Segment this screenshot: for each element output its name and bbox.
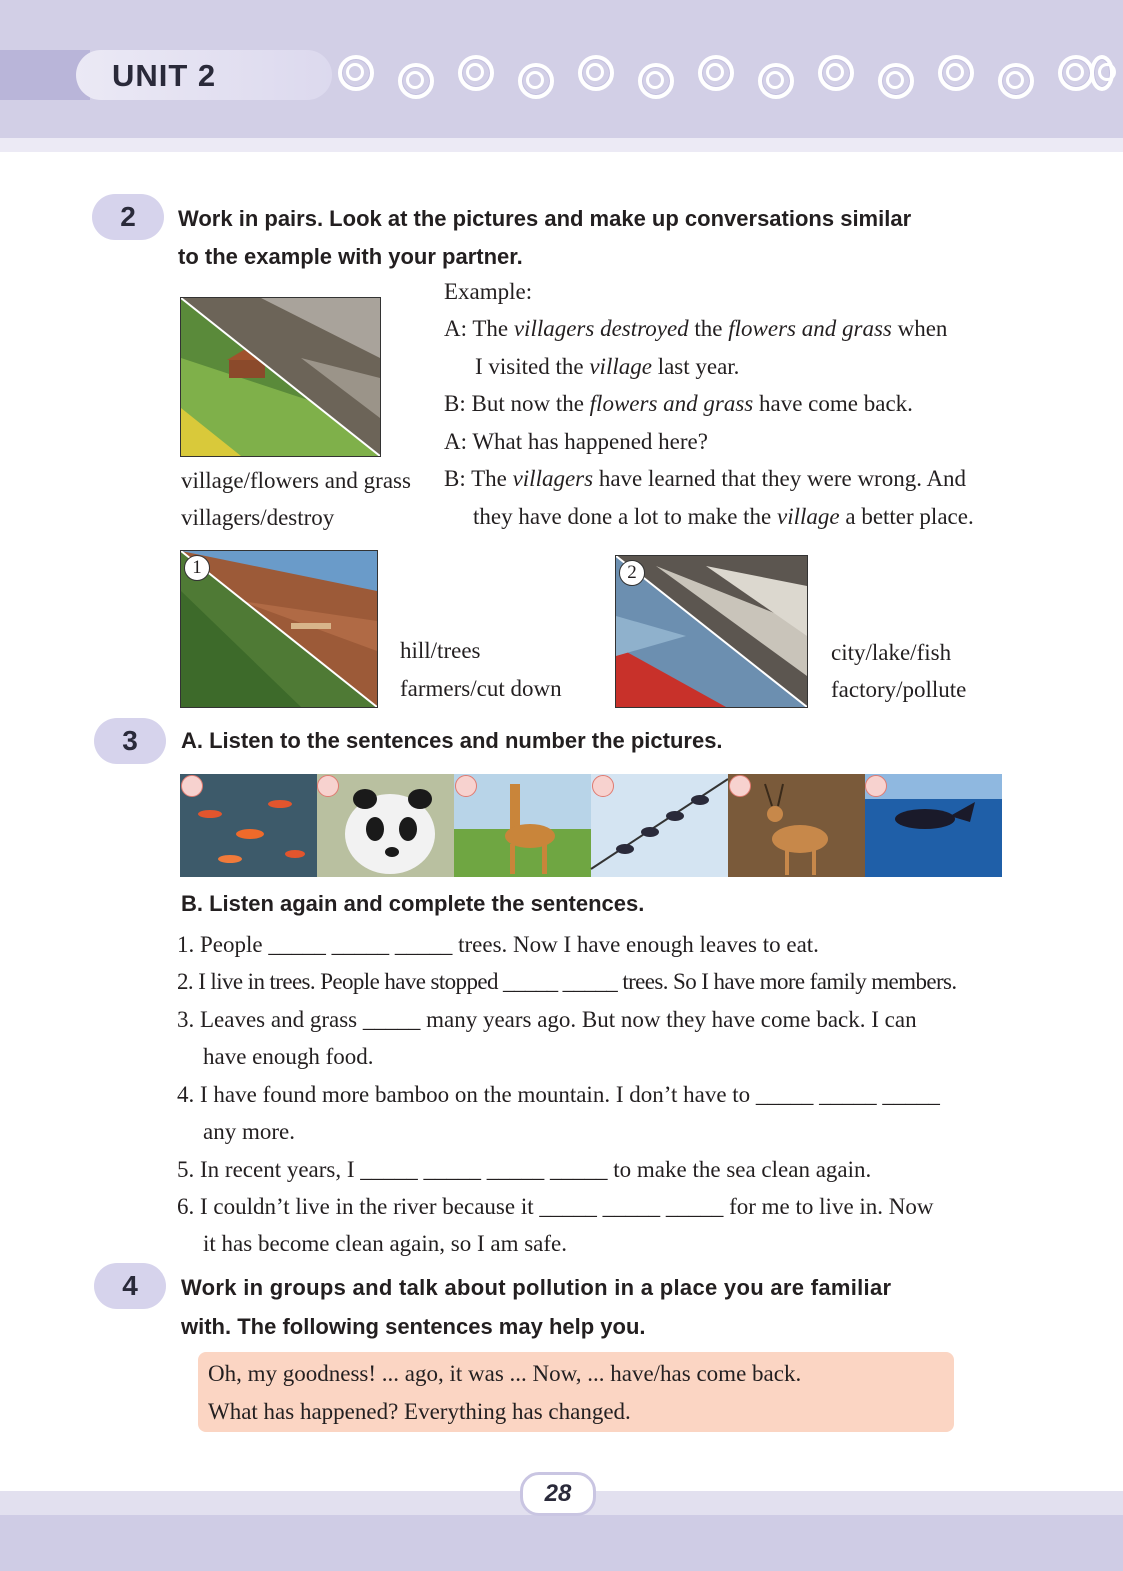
sentence-4: 4. I have found more bamboo on the mountain. I don’t have to _____ _____ _____ xyxy=(177,1082,940,1107)
picture-1-number: 1 xyxy=(184,555,210,581)
sentence-1: 1. People _____ _____ _____ trees. Now I have enough leaves to eat. xyxy=(177,932,819,957)
section-3-part-b: B. Listen again and complete the sentences. xyxy=(181,891,645,916)
number-circle-3[interactable] xyxy=(455,775,477,797)
section-4-instruction-line2: with. The following sentences may help you. xyxy=(181,1314,646,1339)
number-circle-5[interactable] xyxy=(729,775,751,797)
page-number: 28 xyxy=(520,1472,596,1516)
example-line-1: A: The villagers destroyed the flowers and grass when xyxy=(444,316,948,341)
section-3-badge: 3 xyxy=(94,718,166,764)
picture-2-number: 2 xyxy=(619,560,645,586)
example-caption-line1: village/flowers and grass xyxy=(181,468,411,493)
example-line-6: they have done a lot to make the village a better place. xyxy=(473,504,974,529)
sentence-5: 5. In recent years, I _____ _____ _____ _____ to make the sea clean again. xyxy=(177,1157,872,1182)
picture-2-caption-line2: factory/pollute xyxy=(831,677,967,702)
picture-1-caption-line1: hill/trees xyxy=(400,638,481,663)
number-circle-4[interactable] xyxy=(592,775,614,797)
header-divider xyxy=(0,138,1123,152)
section-3-part-a: A. Listen to the sentences and number the pictures. xyxy=(181,728,723,753)
picture-1-caption-line2: farmers/cut down xyxy=(400,676,562,701)
example-line-4: A: What has happened here? xyxy=(444,429,708,454)
sentence-4-cont: any more. xyxy=(203,1119,295,1144)
example-picture xyxy=(180,297,381,457)
example-line-2: I visited the village last year. xyxy=(475,354,740,379)
unit-title: UNIT 2 xyxy=(112,58,217,93)
sentence-2: 2. I live in trees. People have stopped _____ _____ trees. So I have more family members. xyxy=(177,969,957,994)
number-circle-6[interactable] xyxy=(865,775,887,797)
sentence-6-cont: it has become clean again, so I am safe. xyxy=(203,1231,568,1256)
section-2-instruction-line2: to the example with your partner. xyxy=(178,244,523,269)
sentence-3: 3. Leaves and grass _____ many years ago. But now they have come back. I can xyxy=(177,1007,917,1032)
section-4-badge: 4 xyxy=(94,1263,166,1309)
number-circle-2[interactable] xyxy=(317,775,339,797)
example-line-5: B: The villagers have learned that they were wrong. And xyxy=(444,466,967,491)
example-line-3: B: But now the flowers and grass have come back. xyxy=(444,391,913,416)
section-2-instruction-line1: Work in pairs. Look at the pictures and make up conversations similar xyxy=(178,206,912,231)
sentence-3-cont: have enough food. xyxy=(203,1044,374,1069)
help-sentence-1: Oh, my goodness! ... ago, it was ... Now, ... have/has come back. xyxy=(208,1361,802,1386)
number-circle-1[interactable] xyxy=(181,775,203,797)
sentence-6: 6. I couldn’t live in the river because it _____ _____ _____ for me to live in. Now xyxy=(177,1194,934,1219)
picture-1 xyxy=(180,550,378,708)
example-label: Example: xyxy=(444,279,533,304)
section-4-instruction-line1: Work in groups and talk about pollution in a place you are familiar xyxy=(181,1275,892,1300)
example-caption-line2: villagers/destroy xyxy=(181,505,335,530)
help-sentence-2: What has happened? Everything has changed. xyxy=(208,1399,631,1424)
section-2-badge: 2 xyxy=(92,194,164,240)
footer-bottom-band xyxy=(0,1515,1123,1571)
picture-2-caption-line1: city/lake/fish xyxy=(831,640,952,665)
